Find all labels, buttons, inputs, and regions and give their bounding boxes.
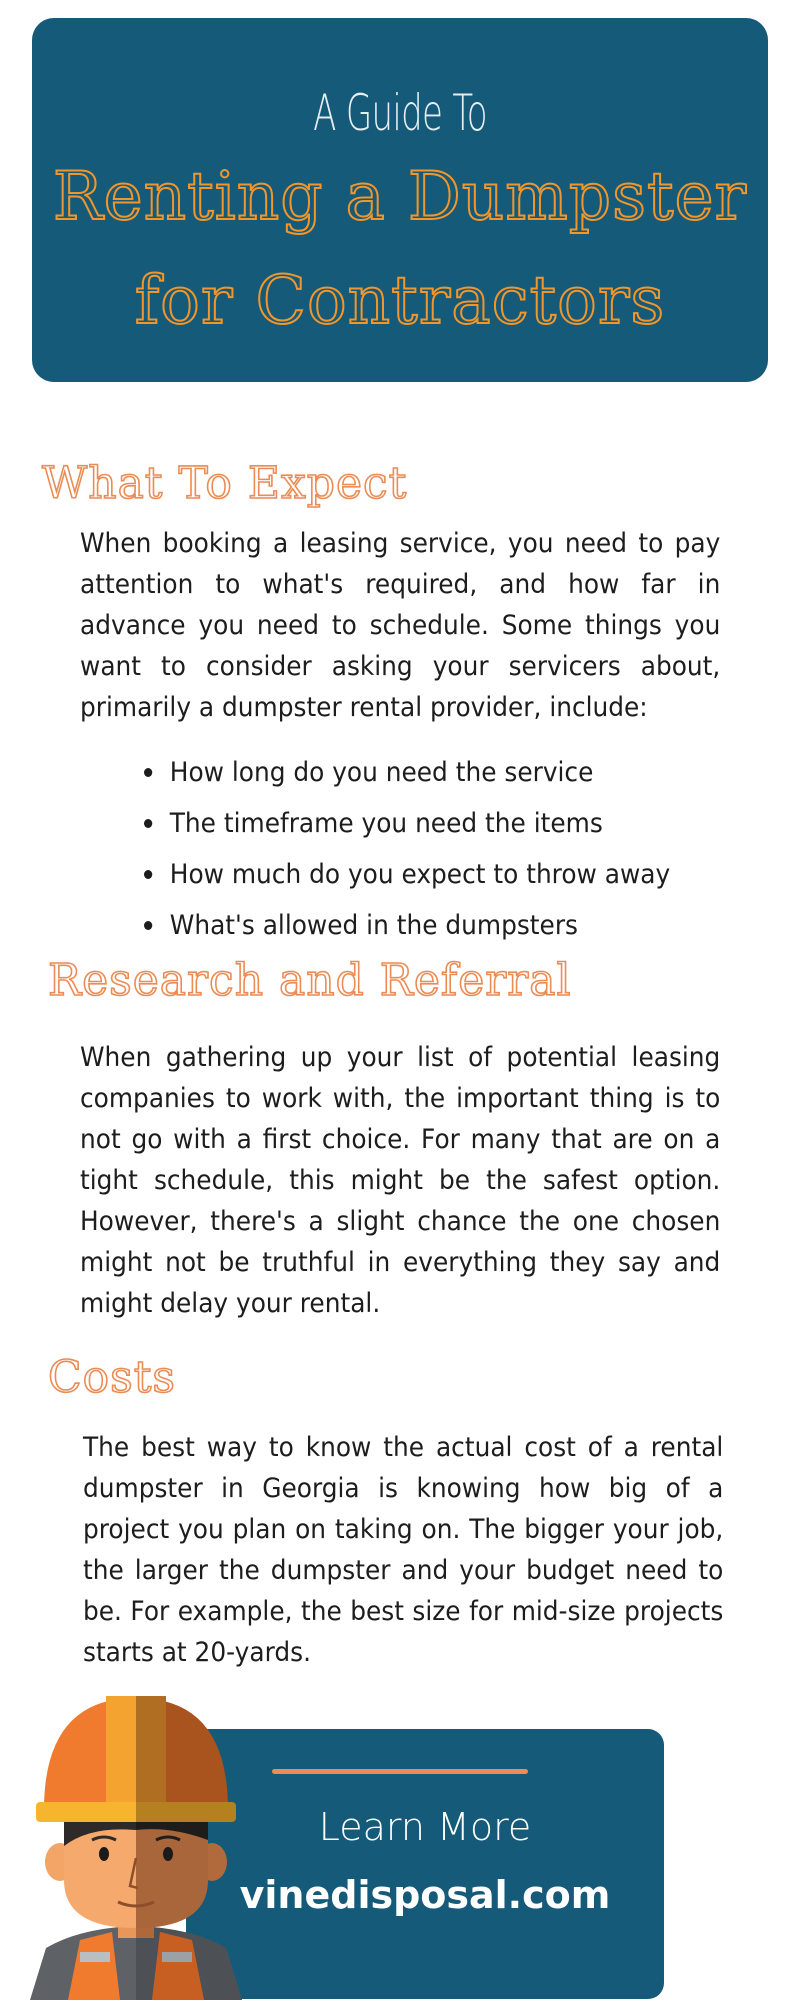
- learn-more-card[interactable]: [186, 1729, 664, 1999]
- construction-worker-icon: [20, 1690, 252, 2000]
- bullet-icon: [144, 921, 152, 930]
- research-referral-paragraph: When gathering up your list of potential leasing companies to work with, the important thing is to not go with a first choice. For many that are on a tight schedule, this might be the safest option. However, there's a slight chance the one chosen might not be truthful in everything they say and might delay your rental.: [80, 1042, 721, 1319]
- list-item: [144, 900, 696, 951]
- bullet-text: The timeframe you need the items: [169, 808, 603, 839]
- website-link[interactable]: vinedisposal.com: [239, 1873, 611, 1917]
- list-item: [144, 747, 696, 798]
- bullet-icon: [144, 870, 152, 879]
- list-item: [144, 849, 696, 900]
- section-heading-research-referral: Research and Referral: [48, 955, 572, 1006]
- bullet-text: How long do you need the service: [169, 757, 594, 788]
- page-title-line-2: for Contractors: [134, 262, 666, 339]
- bullet-text: How much do you expect to throw away: [169, 859, 671, 890]
- bullet-icon: [144, 819, 152, 828]
- expect-bullet-list: [144, 747, 744, 951]
- page-title-line-1: Renting a Dumpster: [52, 158, 748, 235]
- guide-kicker: A Guide To: [313, 84, 487, 142]
- what-to-expect-paragraph: When booking a leasing service, you need to pay attention to what's required, and how far in advance you need to schedule. Some things you want to consider asking your servicers about, primarily a dumpster rental provider, include:: [80, 528, 721, 723]
- list-item: [144, 798, 696, 849]
- learn-more-label: Learn More: [318, 1805, 532, 1849]
- title-banner: [32, 18, 768, 382]
- bullet-text: What's allowed in the dumpsters: [169, 910, 578, 941]
- costs-paragraph: The best way to know the actual cost of a rental dumpster in Georgia is knowing how big of a project you plan on taking on. The bigger your job, the larger the dumpster and your budget need to be. For example, the best size for mid-size projects starts at 20-yards.: [83, 1432, 724, 1668]
- bullet-icon: [144, 768, 152, 777]
- divider: [272, 1769, 528, 1774]
- section-heading-what-to-expect: What To Expect: [42, 458, 408, 509]
- section-heading-costs: Costs: [48, 1352, 176, 1403]
